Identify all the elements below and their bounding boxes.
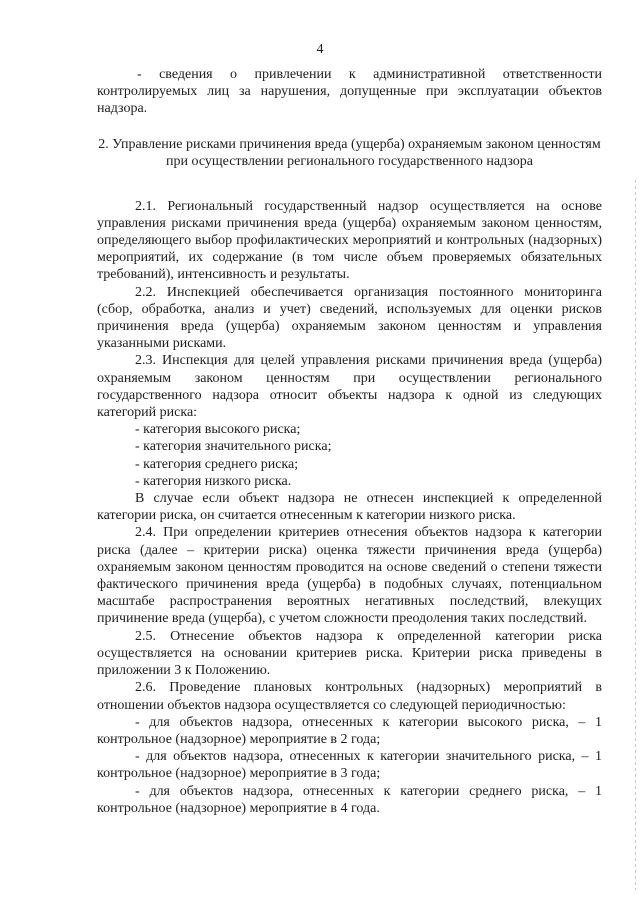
scan-edge-marks (635, 180, 636, 890)
paragraph-2-6: 2.6. Проведение плановых контрольных (надзорных) мероприятий в отношении объектов надзора осуществляется со следующей периодичностью: (97, 680, 602, 713)
page-number: 4 (316, 42, 324, 57)
list-item: - категория значительного риска; (135, 439, 332, 455)
section-heading: 2. Управление рисками причинения вреда (ущерба) охраняемым законом ценностям при осуществлении регионального государственного надзора (98, 136, 601, 170)
periodicity-significant-risk: - для объектов надзора, отнесенных к категории значительного риска, – 1 контрольное (надзорное) мероприятие в 3 года; (97, 749, 602, 782)
paragraph-2-5: 2.5. Отнесение объектов надзора к определенной категории риска осуществляется на основании критериев риска. Критерии риска приведены в приложении 3 к Положению. (97, 628, 602, 679)
periodicity-medium-risk: - для объектов надзора, отнесенных к категории среднего риска, – 1 контрольное (надзорное) мероприятие в 4 года. (97, 783, 602, 816)
periodicity-high-risk: - для объектов надзора, отнесенных к категории высокого риска, – 1 контрольное (надзорное) мероприятие в 2 года; (97, 714, 602, 747)
paragraph-2-3: 2.3. Инспекция для целей управления рисками причинения вреда (ущерба) охраняемым законом ценностям при осуществлении регионального государственного надзора относит объекты надзора к одной из следующих категорий риска: (97, 353, 602, 421)
risk-category-list (97, 421, 602, 490)
default-category-paragraph: В случае если объект надзора не отнесен инспекцией к определенной категории риска, он считается отнесенным к категории низкого риска. (97, 491, 602, 524)
document-body (97, 66, 602, 817)
paragraph-2-2: 2.2. Инспекцией обеспечивается организация постоянного мониторинга (сбор, обработка, анализ и учет) сведений, используемых для оценки рисков причинения вреда (ущерба) охраняемым законом ценностям и управления указанными рисками. (97, 284, 602, 352)
paragraph-2-1: 2.1. Региональный государственный надзор осуществляется на основе управления рисками причинения вреда (ущерба) охраняемым законом ценностям, определяющего выбор профилактических мероприятий и контрольных (надзорных) мероприятий, их содержание (в том числе объем проверяемых обязательных требований), интенсивность и результаты. (97, 198, 602, 283)
list-item: - категория высокого риска; (135, 422, 301, 438)
paragraph-2-4: 2.4. При определении критериев отнесения объектов надзора к категории риска (далее – критерии риска) оценка тяжести причинения вреда (ущерба) охраняемым законом ценностям проводится на основе сведений о степени тяжести фактического причинения вреда (ущерба) в подобных случаях, потенциальном масштабе распространения вероятных негативных последствий, влекущих причинение вреда (ущерба), с учетом сложности преодоления таких последствий. (97, 525, 602, 627)
list-item: - категория среднего риска; (135, 456, 299, 472)
intro-paragraph: - сведения о привлечении к административной ответственности контролируемых лиц за нарушения, допущенные при эксплуатации объектов надзора. (97, 67, 602, 117)
list-item: - категория низкого риска. (135, 473, 292, 489)
